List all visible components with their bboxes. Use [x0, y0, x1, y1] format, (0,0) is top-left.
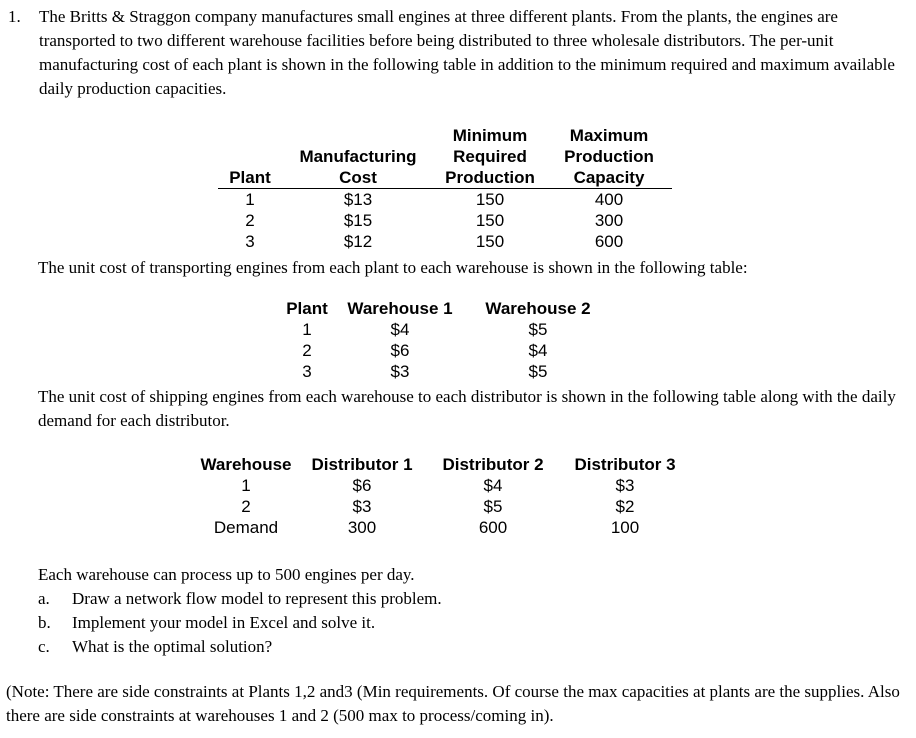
- header-plant: Plant: [218, 125, 282, 189]
- question-text: Draw a network flow model to represent this problem.: [72, 589, 442, 608]
- cost-distributor-1: $3: [352, 497, 372, 516]
- shipping-cost-intro: The unit cost of shipping engines from each warehouse to each distributor is shown in the following table along with the daily demand for each distributor.: [38, 387, 896, 430]
- cost-distributor-2: $4: [483, 476, 503, 495]
- maximum-capacity: 300: [594, 211, 624, 230]
- maximum-capacity: 600: [594, 232, 624, 251]
- cost-warehouse-2: $5: [528, 320, 548, 339]
- transport-cost-intro: The unit cost of transporting engines from each plant to each warehouse is shown in the following table:: [38, 258, 748, 277]
- minimum-production: 150: [475, 190, 505, 209]
- plant-warehouse-cost-table: [282, 298, 608, 382]
- question-text: Implement your model in Excel and solve it.: [72, 613, 376, 632]
- header-distributor-1: Distributor 1: [311, 455, 413, 474]
- problem-number: 1.: [8, 7, 21, 26]
- plant-id: 3: [245, 232, 255, 251]
- manufacturing-cost: $12: [343, 232, 373, 251]
- table-row: [282, 319, 608, 340]
- cost-warehouse-1: $3: [390, 362, 410, 381]
- side-constraints-note: (Note: There are side constraints at Plants 1,2 and3 (Min requirements. Of course the max capacities at plants are the supplies. Also there are side constraints at warehouses 1 and 2 (500 max to process/coming in).: [6, 682, 900, 725]
- question-marker: c.: [38, 637, 50, 656]
- distributor-table-header-row: [193, 454, 689, 475]
- plant-id: 3: [302, 362, 312, 381]
- header-plant: Plant: [286, 299, 328, 318]
- list-item: [38, 611, 442, 635]
- minimum-production: 150: [475, 232, 505, 251]
- header-minimum-required-production: Minimum Required Production: [434, 125, 546, 189]
- demand-distributor-2: 600: [478, 518, 508, 537]
- table-row: [282, 340, 608, 361]
- table-row: [218, 210, 672, 231]
- cost-warehouse-1: $6: [390, 341, 410, 360]
- cost-distributor-3: $2: [615, 497, 635, 516]
- table-row: [193, 475, 689, 496]
- list-item: [38, 587, 442, 611]
- warehouse-id: 2: [241, 497, 251, 516]
- cost-distributor-3: $3: [615, 476, 635, 495]
- list-item: [38, 635, 442, 659]
- header-maximum-production-capacity: Maximum Production Capacity: [546, 125, 672, 189]
- demand-label: Demand: [213, 518, 279, 537]
- demand-distributor-3: 100: [610, 518, 640, 537]
- table-row: [218, 189, 672, 211]
- table-row: [282, 361, 608, 382]
- problem-intro-text: The Britts & Straggon company manufactures small engines at three different plants. From the plants, the engines are transported to two different warehouse facilities before being distributed to three wholesale distributors. The per-unit manufacturing cost of each plant is shown in the following table in addition to the minimum required and maximum available daily production capacities.: [39, 7, 895, 98]
- demand-row: [193, 517, 689, 538]
- maximum-capacity: 400: [594, 190, 624, 209]
- question-marker: a.: [38, 589, 50, 608]
- header-distributor-3: Distributor 3: [574, 455, 676, 474]
- question-text: What is the optimal solution?: [72, 637, 273, 656]
- cost-warehouse-2: $5: [528, 362, 548, 381]
- header-distributor-2: Distributor 2: [442, 455, 544, 474]
- header-warehouse-1: Warehouse 1: [347, 299, 453, 318]
- manufacturing-cost: $13: [343, 190, 373, 209]
- plant-id: 1: [302, 320, 312, 339]
- cost-distributor-2: $5: [483, 497, 503, 516]
- cost-warehouse-2: $4: [528, 341, 548, 360]
- warehouse-capacity-note: Each warehouse can process up to 500 engines per day.: [38, 565, 415, 584]
- table-row: [218, 231, 672, 252]
- plant-id: 2: [302, 341, 312, 360]
- cost-distributor-1: $6: [352, 476, 372, 495]
- header-manufacturing-cost: Manufacturing Cost: [282, 125, 434, 189]
- manufacturing-cost: $15: [343, 211, 373, 230]
- header-warehouse: Warehouse: [200, 455, 292, 474]
- problem-statement: [8, 5, 898, 101]
- minimum-production: 150: [475, 211, 505, 230]
- warehouse-table-header-row: [282, 298, 608, 319]
- table-row: [193, 496, 689, 517]
- warehouse-distributor-cost-table: [193, 454, 689, 538]
- question-marker: b.: [38, 613, 51, 632]
- plant-table-header-row: [218, 125, 672, 189]
- header-warehouse-2: Warehouse 2: [485, 299, 591, 318]
- question-list: [38, 587, 442, 659]
- plant-id: 2: [245, 211, 255, 230]
- plant-id: 1: [245, 190, 255, 209]
- cost-warehouse-1: $4: [390, 320, 410, 339]
- warehouse-id: 1: [241, 476, 251, 495]
- demand-distributor-1: 300: [347, 518, 377, 537]
- plant-cost-table: [218, 125, 672, 252]
